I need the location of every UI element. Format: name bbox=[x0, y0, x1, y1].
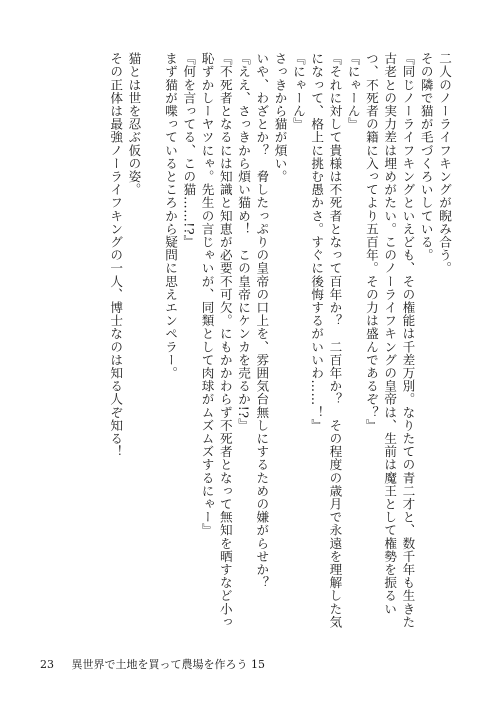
text-line: 『何を言ってる、この猫……!?』 bbox=[181, 52, 197, 249]
text-line: 猫とは世を忍ぶ仮の姿。 bbox=[126, 52, 142, 197]
text-line: 二人のノーライフキングが睨み合う。 bbox=[437, 52, 452, 275]
text-line: いや、わざとか？ 脅したっぷりの皇帝の口上を、雰囲気台無しにするための嫌がらせか？ bbox=[254, 52, 270, 590]
text-line: 恥ずかしーヤツにゃ。先生の言じゃいが、同類として肉球がムズムズするにゃー』 bbox=[199, 52, 215, 537]
text-line: 『にゃーん』 bbox=[345, 52, 361, 131]
book-title: 異世界で土地を買って農場を作ろう 15 bbox=[71, 658, 265, 671]
text-line: その正体は最強ノーライフキングの一人、博士なのは知る人ぞ知る！ bbox=[108, 52, 124, 459]
blank-line bbox=[139, 52, 157, 624]
text-line: になって、格上に挑む愚かさ。すぐに後悔するがいいわ……！』 bbox=[309, 52, 325, 432]
text-line: 『不死者となるには知識と知恵が必要不可欠。にもかかわらず不死者となって無知を晒すなど小っ bbox=[217, 52, 233, 629]
page-number: 23 bbox=[40, 658, 54, 671]
text-line: つ、不死者の籍に入ってより五百年。その力は盛んであるぞ？』 bbox=[363, 52, 379, 432]
vertical-text-body bbox=[32, 52, 452, 629]
text-line: まず猫が喋っているところから疑問に思えエンペラー。 bbox=[163, 52, 179, 380]
text-line: 『それに対して貴様は不死者となって百年か？ 二百年か？ その程度の歳月で永遠を理解した気 bbox=[327, 52, 343, 629]
text-line: さっきから猫が煩い。 bbox=[272, 52, 288, 183]
text-line: 『ええ、さっきから煩い猫め！ この皇帝にケンカを売るか!?』 bbox=[236, 52, 252, 432]
text-line: 『にゃーん』 bbox=[290, 52, 306, 131]
text-line: 『同じノーライフキングといえども、その権能は千差万別。なりたての青二才と、数千年も生きた bbox=[400, 52, 416, 629]
text-line: 古老との実力差は埋めがたい。このノーライフキングの皇帝は、生前は魔王として権勢を振るい bbox=[382, 52, 398, 616]
page-footer bbox=[40, 656, 265, 672]
text-line: その隣で猫が毛づくろいしている。 bbox=[418, 52, 434, 262]
